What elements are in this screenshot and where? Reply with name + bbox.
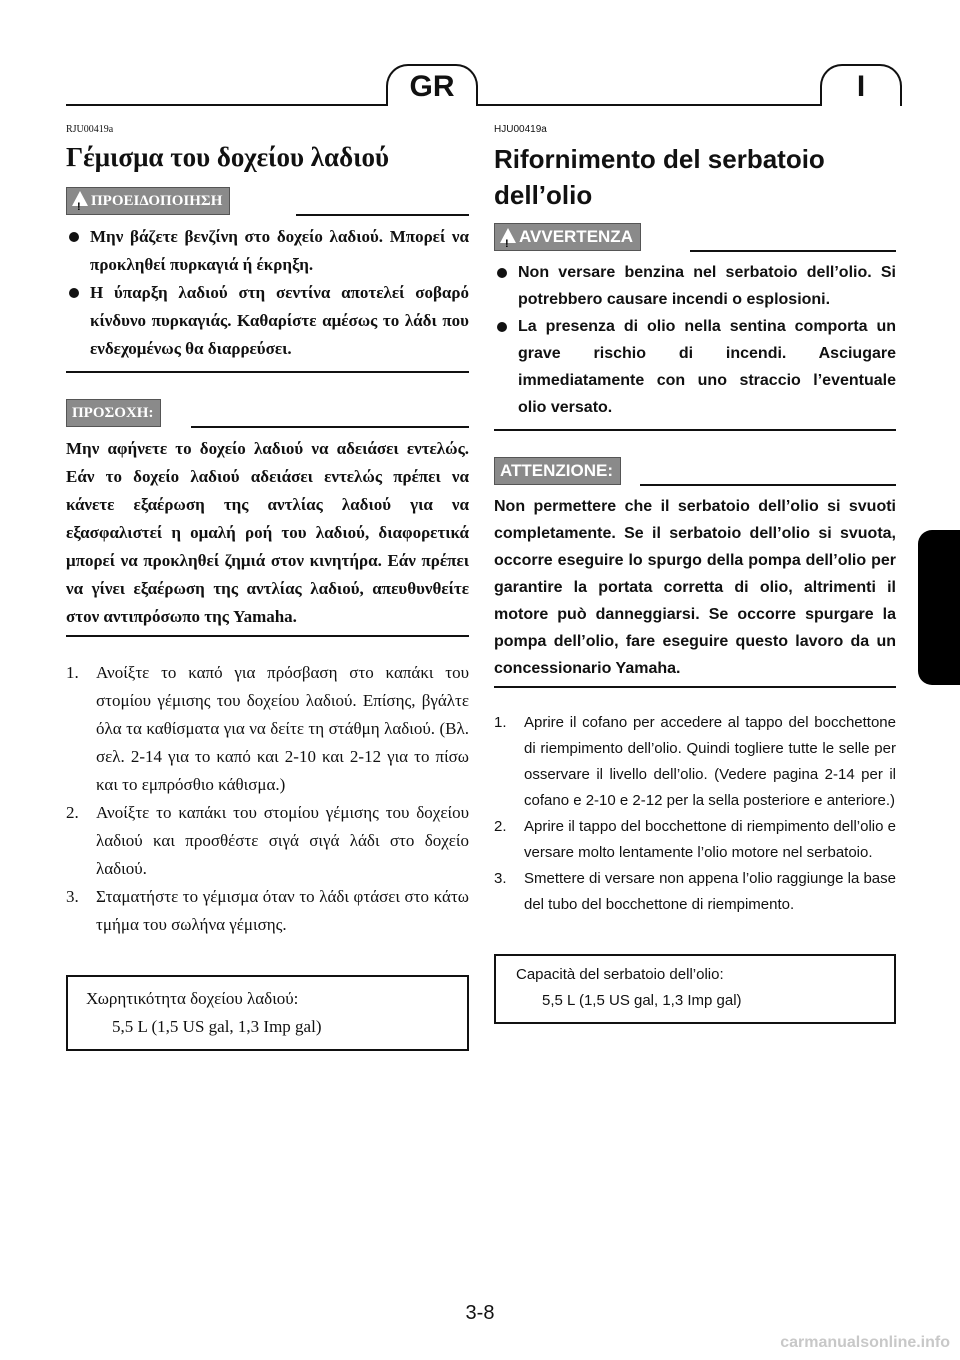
capacity-value: 5,5 L (1,5 US gal, 1,3 Imp gal) [112, 1017, 322, 1036]
step-number: 3. [66, 887, 79, 906]
header-rule [66, 104, 898, 106]
warning-label: AVVERTENZA [519, 227, 633, 246]
warning-list [494, 259, 896, 421]
step-number: 1. [494, 714, 507, 731]
warning-label: ΠΡΟΕΙΔΟΠΟΙΗΣΗ [91, 193, 223, 209]
step-text: Smettere di versare non appena l’olio raggiunge la base del tubo del bocchettone di riempimento. [524, 870, 896, 913]
step-text: Σταματήστε το γέμισμα όταν το λάδι φτάσει στο κάτω τμήμα του σωλήνα γέμισης. [96, 887, 469, 934]
section-code: RJU00419a [66, 124, 114, 135]
step-item [494, 866, 896, 918]
caution-label: ΠΡΟΣΟΧΗ: [72, 405, 154, 421]
steps-list [66, 659, 469, 939]
step-text: Ανοίξτε το καπό για πρόσβαση στο καπάκι του στομίου γέμισης του δοχείου λαδιού. Επίσης, βγάλτε όλα τα καθίσματα για να δείτε τη στάθμη λαδιού. (Βλ. σελ. 2-14 για το καπό και 2-10 και 2-12 για το πίσω και το εμπρόσθιο κάθισμα.) [96, 663, 469, 794]
caution-label-box [66, 399, 161, 427]
page-number: 3-8 [465, 1302, 495, 1324]
warning-label-box [494, 223, 641, 251]
warning-header-rule [690, 250, 896, 252]
warning-header-rule [296, 214, 469, 216]
section-code: HJU00419a [494, 124, 547, 135]
step-number: 3. [494, 870, 507, 887]
italian-column [494, 124, 896, 1024]
caution-label-box [494, 457, 621, 485]
step-item [66, 659, 469, 799]
step-item [66, 883, 469, 939]
caution-header-rule [191, 426, 469, 428]
steps-list [494, 710, 896, 918]
caution-text: Non permettere che il serbatoio dell’olio si svuoti completamente. Se il serbatoio dell’olio si svuota, occorre eseguire lo spurgo della pompa dell’olio per garantire la portata corretta di olio, altrimenti il motore può danneggiarsi. Se occorre spurgare la pompa dell’olio, fare eseguire questo lavoro da un concessionario Yamaha. [494, 498, 896, 677]
capacity-spec-box [494, 954, 896, 1024]
caution-header [494, 457, 896, 487]
caution-label: ATTENZIONE: [500, 461, 614, 480]
step-item [494, 710, 896, 814]
warning-item: Η ύπαρξη λαδιού στη σεντίνα αποτελεί σοβαρό κίνδυνο πυρκαγιάς. Καθαρίστε αμέσως το λάδι που ενδεχομένως θα διαρρεύσει. [66, 279, 469, 363]
capacity-label: Capacità del serbatoio dell’olio: [516, 966, 724, 983]
caution-end-rule [66, 635, 469, 637]
warning-item: La presenza di olio nella sentina comporta un grave rischio di incendi. Asciugare immediatamente con uno straccio l’eventuale olio versato. [494, 313, 896, 421]
warning-item: Non versare benzina nel serbatoio dell’olio. Si potrebbero causare incendi o esplosioni. [494, 259, 896, 313]
caution-header-rule [640, 484, 896, 486]
chapter-side-tab [918, 530, 960, 685]
caution-text: Μην αφήνετε το δοχείο λαδιού να αδειάσει εντελώς. Εάν το δοχείο λαδιού αδειάσει εντελώς πρέπει να κάνετε εξαέρωση της αντλίας λαδιού για να εξασφαλιστεί η ομαλή ροή του λαδιού, διαφορετικά μπορεί να προκληθεί ζημιά στον κινητήρα. Εάν πρέπει να γίνει εξαέρωση της αντλίας λαδιού, απευθυνθείτε στον αντιπρόσωπο της Yamaha. [66, 439, 469, 626]
step-number: 2. [494, 818, 507, 835]
warning-end-rule [66, 371, 469, 373]
greek-column [66, 124, 469, 1051]
warning-triangle-icon [500, 228, 516, 243]
caution-end-rule [494, 686, 896, 688]
language-tab-greek: GR [386, 64, 478, 106]
section-title: Rifornimento del serbatoio dell’olio [494, 144, 825, 210]
capacity-spec-box [66, 975, 469, 1051]
step-item [66, 799, 469, 883]
step-text: Aprire il tappo del bocchettone di riempimento dell’olio e versare molto lentamente l’olio motore nel serbatoio. [524, 818, 896, 861]
step-number: 1. [66, 663, 79, 682]
capacity-value: 5,5 L (1,5 US gal, 1,3 Imp gal) [542, 992, 742, 1009]
step-item [494, 814, 896, 866]
warning-header [494, 223, 896, 253]
warning-list [66, 223, 469, 363]
warning-header [66, 187, 469, 217]
warning-triangle-icon [72, 191, 88, 206]
section-title: Γέμισμα του δοχείου λαδιού [66, 142, 389, 172]
warning-item: Μην βάζετε βενζίνη στο δοχείο λαδιού. Μπορεί να προκληθεί πυρκαγιά ή έκρηξη. [66, 223, 469, 279]
step-number: 2. [66, 803, 79, 822]
warning-label-box [66, 187, 230, 215]
capacity-label: Χωρητικότητα δοχείου λαδιού: [86, 989, 299, 1008]
language-tab-italian: I [820, 64, 902, 106]
step-text: Aprire il cofano per accedere al tappo del bocchettone di riempimento dell’olio. Quindi togliere tutte le selle per osservare il livello dell’olio. (Vedere pagina 2-14 per il cofano e 2-10 e 2-12 per la sella posteriore e anteriore.) [524, 714, 896, 809]
step-text: Ανοίξτε το καπάκι του στομίου γέμισης του δοχείου λαδιού και προσθέστε σιγά σιγά λάδι στο δοχείο λαδιού. [96, 803, 469, 878]
watermark: carmanualsonline.info [780, 1334, 950, 1351]
caution-header [66, 399, 469, 429]
warning-end-rule [494, 429, 896, 431]
